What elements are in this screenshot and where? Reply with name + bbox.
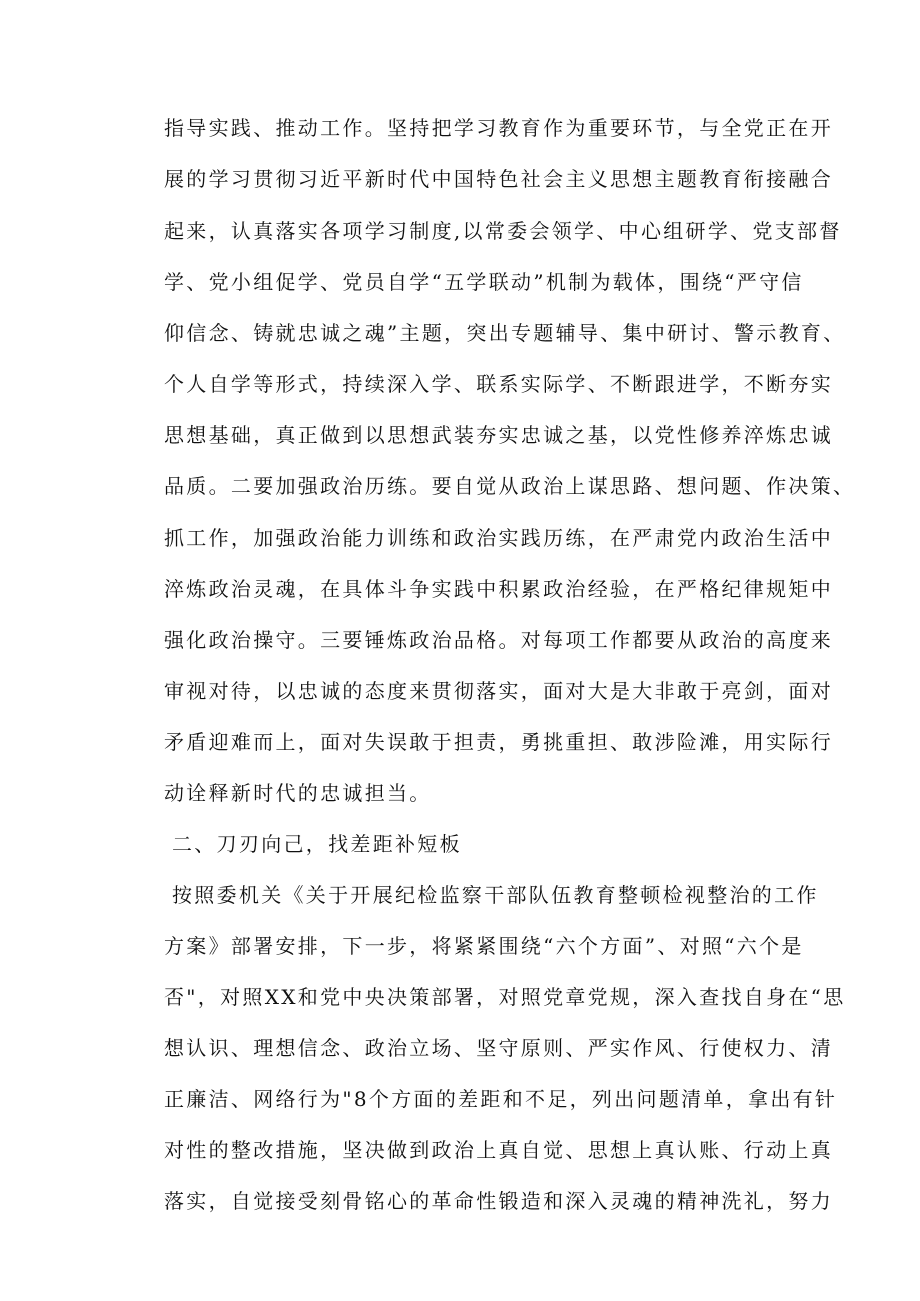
- paragraph-line: 淬炼政治灵魂，在具体斗争实践中积累政治经验，在严格纪律规矩中: [164, 577, 833, 601]
- paragraph-line: 指导实践、推动工作。坚持把学习教育作为重要环节，与全党正在开: [164, 116, 833, 140]
- paragraph-line: 个人自学等形式，持续深入学、联系实际学、不断跟进学，不断夯实: [164, 372, 833, 396]
- paragraph-line: 落实，自觉接受刻骨铭心的革命性锻造和深入灵魂的精神洗礼，努力: [164, 1189, 833, 1213]
- paragraph-line: 学、党小组促学、党员自学“五学联动”机制为载体，围绕“严守信: [164, 270, 804, 294]
- paragraph-line: 对性的整改措施，坚决做到政治上真自觉、思想上真认账、行动上真: [164, 1138, 833, 1162]
- paragraph-line: 否"，对照XX和党中央决策部署，对照党章党规，深入查找自身在“思: [164, 985, 846, 1009]
- paragraph-line: 正廉洁、网络行为"8个方面的差距和不足，列出问题清单，拿出有针: [164, 1087, 838, 1111]
- paragraph-line: 抓工作，加强政治能力训练和政治实践历练，在严肃党内政治生活中: [164, 526, 833, 550]
- paragraph-line: 方案》部署安排，下一步，将紧紧围绕“六个方面”、对照“六个是: [164, 934, 804, 958]
- paragraph-line: 审视对待，以忠诚的态度来贯彻落实，面对大是大非敢于亮剑，面对: [164, 679, 833, 703]
- paragraph-line: 展的学习贯彻习近平新时代中国特色社会主义思想主题教育衔接融合: [164, 167, 833, 191]
- section-heading: 二、刀刃向己，找差距补短板: [172, 832, 462, 856]
- paragraph-line: 仰信念、铸就忠诚之魂”主题，突出专题辅导、集中研讨、警示教育、: [164, 321, 846, 345]
- paragraph-line: 起来，认真落实各项学习制度,以常委会领学、中心组研学、党支部督: [164, 219, 842, 243]
- paragraph-line: 想认识、理想信念、政治立场、坚守原则、严实作风、行使权力、清: [164, 1036, 833, 1060]
- paragraph-line: 按照委机关《关于开展纪检监察干部队伍教育整顿检视整治的工作: [172, 883, 819, 907]
- paragraph-line: 动诠释新时代的忠诚担当。: [164, 781, 432, 805]
- paragraph-line: 强化政治操守。三要锤炼政治品格。对每项工作都要从政治的高度来: [164, 628, 833, 652]
- paragraph-line: 思想基础，真正做到以思想武装夯实忠诚之基，以党性修养淬炼忠诚: [164, 423, 833, 447]
- paragraph-line: 矛盾迎难而上，面对失误敢于担责，勇挑重担、敢涉险滩，用实际行: [164, 730, 833, 754]
- paragraph-line: 品质。二要加强政治历练。要自觉从政治上谋思路、想问题、作决策、: [164, 474, 856, 498]
